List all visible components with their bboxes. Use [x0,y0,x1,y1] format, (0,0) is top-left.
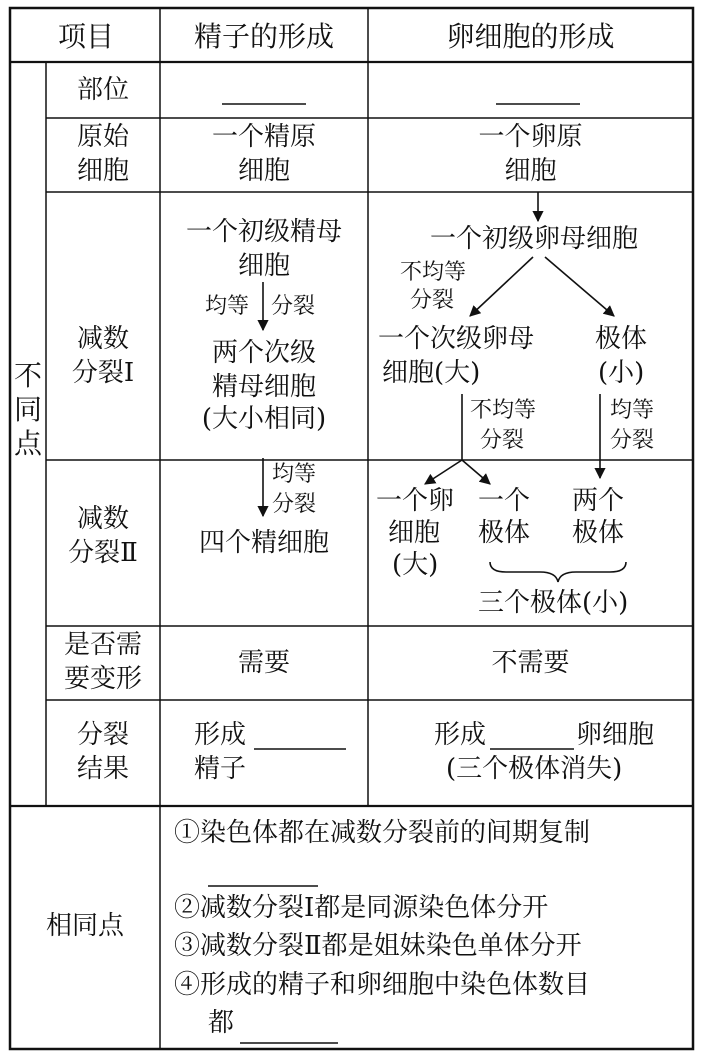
sperm-result-2: 精子 [194,754,247,784]
egg-unequal-1: 不均等 [400,260,467,285]
egg-secondary-2: 细胞(大) [382,358,481,388]
same-point-4-line1: ④形成的精子和卵细胞中染色体数目 [174,970,591,1000]
row-label-origin-1: 原始 [76,122,129,152]
sperm-result-1: 形成 [194,720,247,750]
header-egg: 卵细胞的形成 [446,20,615,53]
egg-m2-unequal-2: 分裂 [480,428,525,453]
diff-label-3: 点 [14,427,43,460]
curly-brace [490,562,626,582]
egg-cell-1: 一个卵 [376,486,455,516]
egg-unequal-2: 分裂 [410,288,455,313]
sperm-origin-2: 细胞 [237,156,290,186]
egg-m2-equal-2: 分裂 [610,428,655,453]
egg-origin-2: 细胞 [504,156,557,186]
sperm-secondary-3: (大小相同) [201,404,327,434]
egg-result-1b: 卵细胞 [576,720,655,750]
arrow-egg-secondary [470,257,533,316]
egg-two-polar-1: 两个 [572,486,625,516]
egg-one-polar-1: 一个 [478,486,531,516]
egg-three-polar: 三个极体(小) [478,588,629,618]
row-label-origin-2: 细胞 [76,156,129,186]
arrow-egg-polar [545,257,614,316]
egg-one-polar-2: 极体 [478,518,531,548]
sperm-primary-1: 一个初级精母 [185,217,342,247]
same-point-4-line2: 都 [208,1008,235,1038]
sperm-deform: 需要 [237,648,290,678]
egg-secondary-1: 一个次级卵母 [378,324,535,354]
row-label-result-1: 分裂 [76,720,129,750]
sperm-origin-1: 一个精原 [211,122,316,152]
row-label-deform-1: 是否需 [63,630,142,660]
egg-m2-equal-1: 均等 [610,398,655,423]
header-sperm: 精子的形成 [193,20,334,53]
egg-polar-1: 极体 [595,324,648,354]
row-label-m1-1: 减数 [76,324,129,354]
egg-cell-2: 细胞 [388,518,441,548]
sperm-equal-left: 均等 [205,294,250,319]
row-label-location: 部位 [76,75,129,105]
same-point-2: ②减数分裂Ⅰ都是同源染色体分开 [174,893,549,923]
row-label-m1-2: 分裂Ⅰ [71,358,135,388]
sperm-secondary-2: 精母细胞 [211,372,316,402]
egg-result-2: (三个极体消失) [446,754,623,784]
row-label-result-2: 结果 [76,754,129,784]
egg-two-polar-2: 极体 [572,518,625,548]
egg-m2-unequal-1: 不均等 [470,398,537,423]
egg-polar-2: (小) [598,358,645,388]
same-label: 相同点 [45,911,124,941]
diff-label-1: 不 [14,359,43,392]
sperm-m2-equal-1: 均等 [272,462,317,487]
sperm-secondary-1: 两个次级 [211,338,316,368]
egg-primary: 一个初级卵母细胞 [430,224,639,254]
row-label-m2-2: 分裂Ⅱ [68,538,138,568]
sperm-equal-right: 分裂 [271,294,316,319]
diff-label-2: 同 [14,393,43,426]
egg-origin-1: 一个卵原 [478,122,583,152]
egg-result-1a: 形成 [434,720,487,750]
arrow-egg-cell [425,460,462,484]
sperm-result-four: 四个精细胞 [198,528,329,558]
egg-cell-3: (大) [392,550,439,580]
same-point-1: ①染色体都在减数分裂前的间期复制 [174,818,591,848]
sperm-primary-2: 细胞 [237,251,290,281]
arrow-egg-onepolar [462,460,490,484]
egg-deform: 不需要 [491,648,570,678]
row-label-m2-1: 减数 [76,504,129,534]
sperm-m2-equal-2: 分裂 [272,492,317,517]
row-label-deform-2: 要变形 [63,664,142,694]
header-item: 项目 [57,20,114,53]
same-point-3: ③减数分裂Ⅱ都是姐妹染色单体分开 [174,931,582,961]
